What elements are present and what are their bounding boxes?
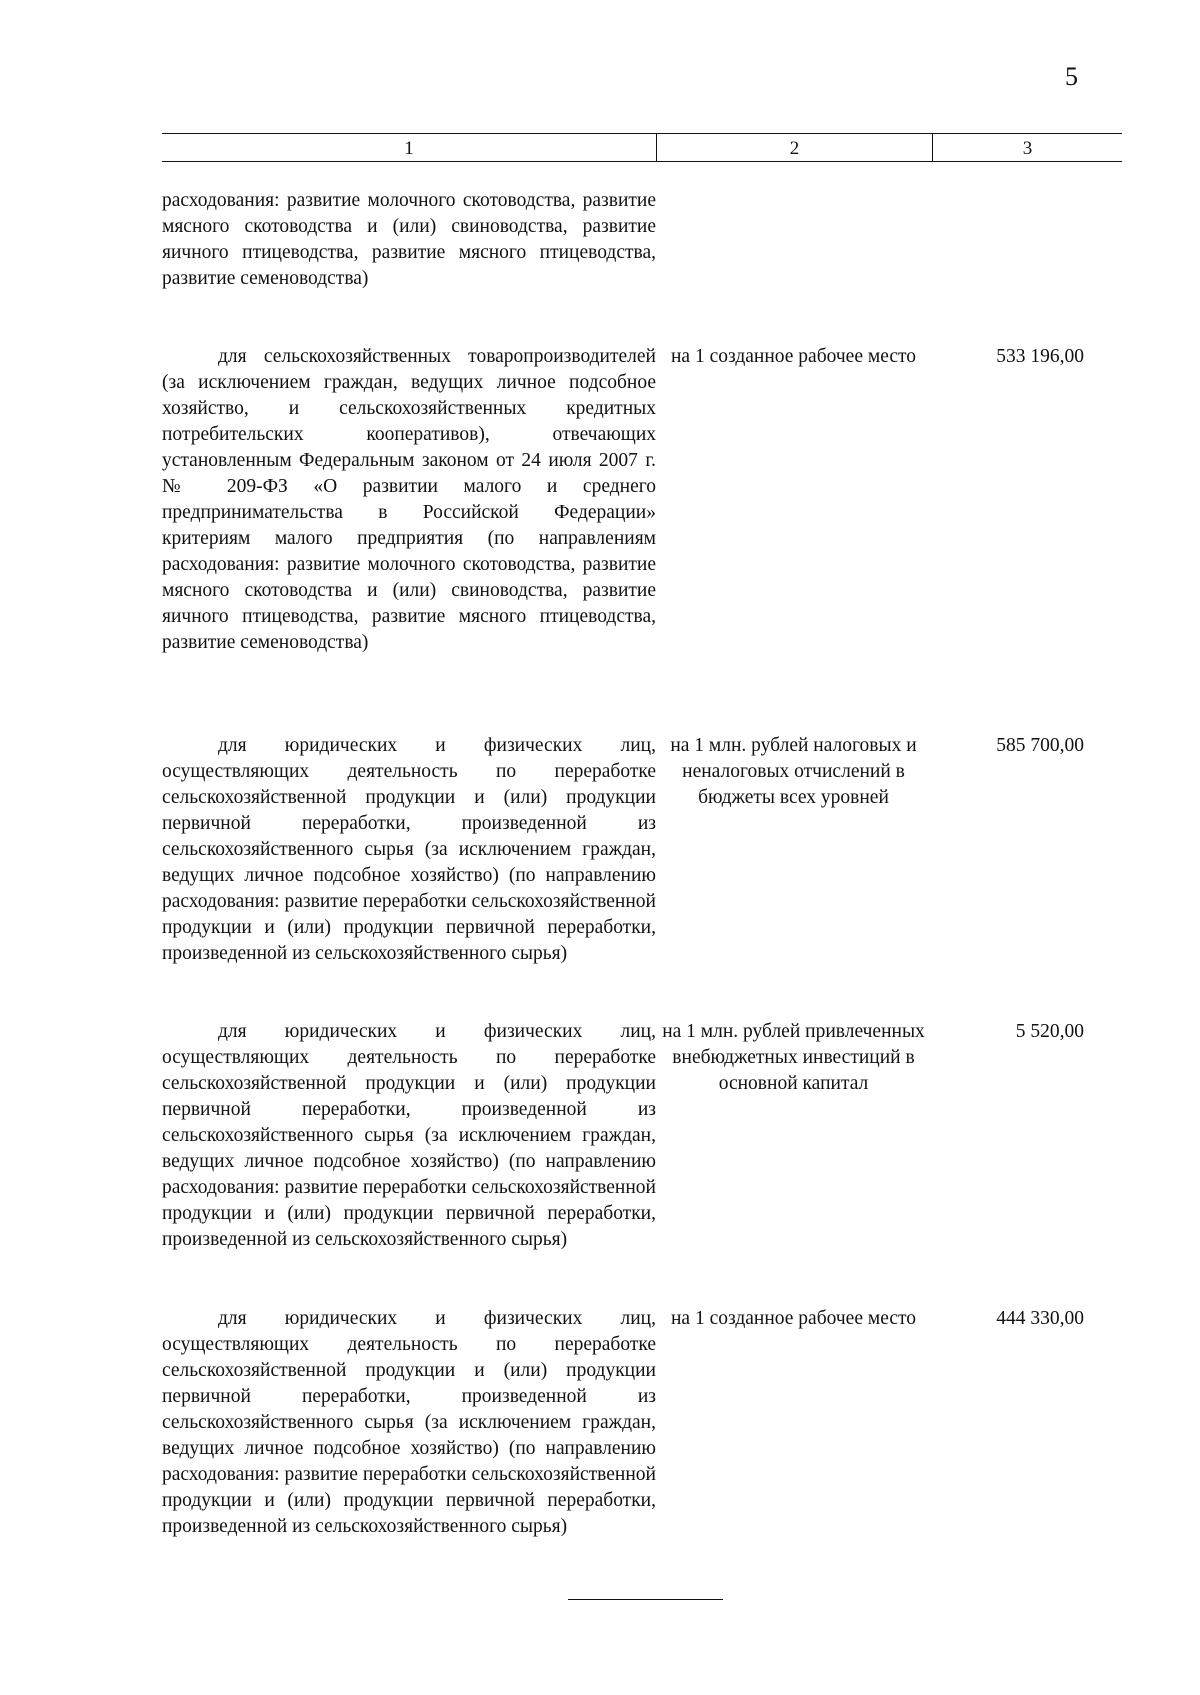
row-description: для юридических и физических лиц, осуществляющих деятельность по переработке сельскохозяйственной продукции и (или) продукции первичной переработки, произведенной из сельскохозяйственного сырья (за исключением граждан, ведущих личное подсобное хозяйство) (по направлению расходования: развитие переработки сельскохозяйственной продукции и (или) продукции первичной переработки, произведенной из сельскохозяйственного сырья) [162, 1021, 656, 1250]
header-col-3: 3 [1022, 138, 1033, 159]
row-description: для юридических и физических лиц, осуществляющих деятельность по переработке сельскохозяйственной продукции и (или) продукции первичной переработки, произведенной из сельскохозяйственного сырья (за исключением граждан, ведущих личное подсобное хозяйство) (по направлению расходования: развитие переработки сельскохозяйственной продукции и (или) продукции первичной переработки, произведенной из сельскохозяйственного сырья) [162, 1308, 656, 1537]
row-unit: на 1 млн. рублей налоговых и неналоговых отчислений в бюджеты всех уровней [670, 735, 917, 808]
row-description: расходования: развитие молочного скотоводства, развитие мясного скотоводства и (или) свиноводства, развитие яичного птицеводства, развитие мясного птицеводства, развитие семеноводства) [162, 190, 656, 289]
row-description: для сельскохозяйственных товаропроизводителей (за исключением граждан, ведущих личное подсобное хозяйство, и сельскохозяйственных кредитных потребительских кооперативов), отвечающих установленным Федеральным законом от 24 июля 2007 г. № 209-ФЗ «О развитии малого и среднего предпринимательства в Российской Федерации» критериям малого предприятия (по направлениям расходования: развитие молочного скотоводства, развитие мясного скотоводства и (или) свиноводства, развитие яичного птицеводства, развитие мясного птицеводства, развитие семеноводства) [162, 346, 656, 653]
row-value: 585 700,00 [996, 735, 1084, 756]
table-row [162, 1019, 1122, 1253]
row-value: 533 196,00 [996, 346, 1084, 367]
end-divider [568, 1599, 723, 1600]
header-col-2: 2 [657, 134, 933, 161]
table-row [162, 188, 1122, 292]
row-unit: на 1 млн. рублей привлеченных внебюджетных инвестиций в основной капитал [662, 1021, 925, 1094]
row-unit: на 1 созданное рабочее место [670, 1308, 917, 1329]
page-number: 5 [1065, 62, 1078, 91]
header-col-1: 1 [162, 134, 657, 161]
table-row [162, 1306, 1122, 1540]
row-value [931, 188, 1122, 292]
table-header [162, 133, 1122, 162]
row-value: 5 520,00 [1015, 1021, 1084, 1042]
table-row [162, 344, 1122, 656]
row-value: 444 330,00 [996, 1308, 1084, 1329]
row-unit: на 1 созданное рабочее место [670, 346, 917, 367]
row-unit [656, 188, 931, 292]
row-description: для юридических и физических лиц, осуществляющих деятельность по переработке сельскохозяйственной продукции и (или) продукции первичной переработки, произведенной из сельскохозяйственного сырья (за исключением граждан, ведущих личное подсобное хозяйство) (по направлению расходования: развитие переработки сельскохозяйственной продукции и (или) продукции первичной переработки, произведенной из сельскохозяйственного сырья) [162, 735, 656, 964]
table-row [162, 733, 1122, 967]
